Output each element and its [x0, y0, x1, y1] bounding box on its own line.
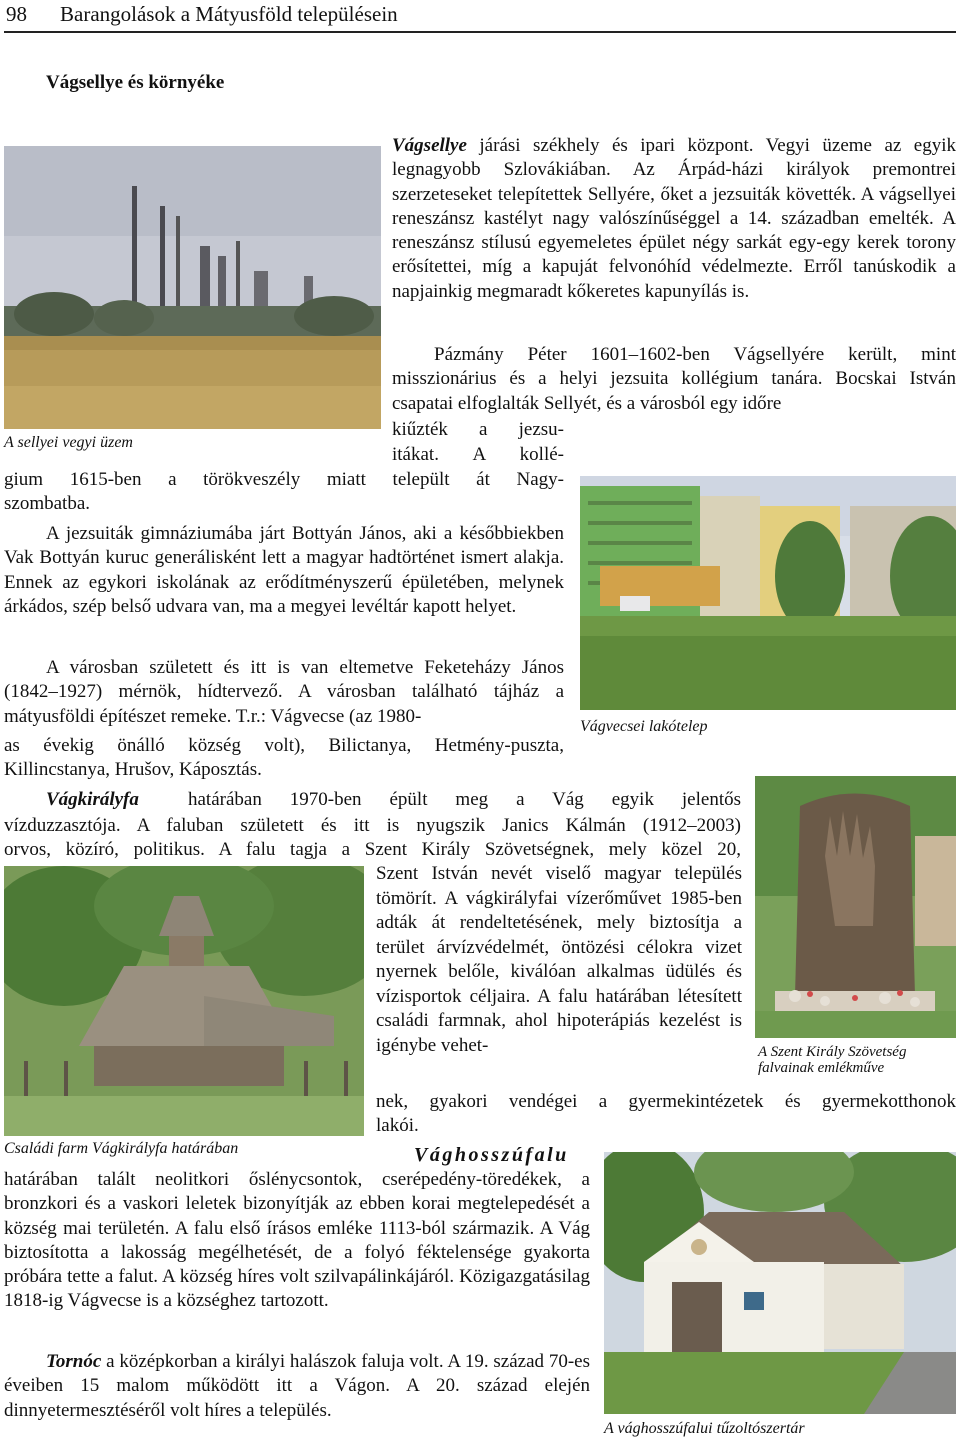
paragraph-pazmany-line-4: szombatba. — [4, 493, 91, 514]
caption-memorial: A Szent Király Szövetség falvainak emlékműve — [758, 1044, 907, 1076]
paragraph-pazmany-line-2: itákat. A kollé- — [392, 444, 564, 465]
paragraph-vagkiralyfa-narrow: Szent István nevét viselő magyar település tömörít. A vágkirályfai vízerőművet 1985-ben adták át rendeltetésének, mely biztosítja a terület árvízvédelmét, öntözési célokra vizet nyernek belőle, kiválóan alkalmas üdülés és vízisportok céljaira. A falu határában létesített családi farmnak, ahol hipoterápiás kezelést is igénybe vehet- — [376, 863, 742, 1056]
place-name-vagsellye: Vágsellye — [392, 135, 467, 156]
place-name-vaghosszufalu: Vághosszúfalu — [414, 1144, 569, 1166]
place-name-vagkiralyfa: Vágkirályfa — [46, 789, 139, 810]
paragraph-feketehazy-line-3: Killincstanya, Hrušov, Káposztás. — [4, 759, 262, 780]
photo-fire-station — [604, 1152, 956, 1414]
paragraph-bottyan: A jezsuiták gimnáziumába járt Bottyán János, aki a későbbiekben Vak Bottyán kuruc generálisként lett a magyar hadtörténet ismert alakja. Ennek az egykori iskolának az erődítményszerű épületében, melynek árkádos, szép belső udvara van, ma a megyei levéltár kapott helyet. — [4, 523, 564, 617]
page-number: 98 — [6, 2, 27, 26]
paragraph-feketehazy: A városban született és itt is van eltemetve Feketeházy János (1842–1927) mérnök, hídtervező. A városban található tájház a mátyusföldi építészet remeke. T.r.: Vágvecse (az 1980- — [4, 657, 564, 727]
paragraph-tornoc — [4, 1350, 590, 1423]
paragraph-pazmany-line-3: gium 1615-ben a törökveszély miatt települt át Nagy- — [4, 469, 564, 490]
paragraph-feketehazy-line-2: as évekig önálló község volt), Bilictanya, Hetmény-puszta, — [4, 735, 564, 756]
paragraph-vagkiralyfa-last: lakói. — [376, 1115, 419, 1136]
paragraph-vaghosszufalu: határában talált neolitkori őslénycsontok, cserépedény-töredékek, a bronzkori és a vaskori leletek bizonyítják az ebben korai megtelepedését a község mai területén. A falu első írásos emléke 1113-ból származik. A Vág biztosította a lakosság megélhetését, de a folyó féktelensége gyakorta próbára tette a falut. A község híres volt szilvapálinkájáról. Közigazgatásilag 1818-ig Vágvecse is a községhez tartozott. — [4, 1169, 590, 1312]
caption-family-farm: Családi farm Vágkirályfa határában — [4, 1140, 239, 1157]
photo-chemical-plant — [4, 146, 381, 429]
paragraph-vagsellye — [392, 134, 956, 304]
photo-memorial — [755, 776, 956, 1038]
paragraph-tornoc-text: a középkorban a királyi halászok faluja volt. A 19. század 70-es éveiben 15 malom működött itt a Vágon. A 20. század elején dinnyetermesztéséről volt híres a település. — [4, 1351, 590, 1421]
paragraph-vagsellye-text: járási székhely és ipari központ. Vegyi üzeme az egyik legnagyobb Szlovákiában. Az Árpád-házi királyok premontrei szerzeteseket telepítettek Sellyére, őket a jezsuiták követték. A vágsellyei reneszánsz kastélyt nagy valószínűséggel a 14. században emelték. A reneszánsz stílusú egyemeletes épület négy sarkát egy-egy kerek torony erősítettei, míg a kapuját felvonóhíd védelmezte. Erről tanúskodik a napjainkig megmaradt kőkeretes kapunyílás is. — [392, 135, 956, 302]
section-title: Vágsellye és környéke — [46, 72, 225, 93]
place-name-tornoc: Tornóc — [46, 1351, 102, 1372]
photo-family-farm — [4, 866, 364, 1136]
paragraph-vagkiralyfa-line-3: orvos, közíró, politikus. A falu tagja a Szent Király Szövetségnek, mely közel 20, — [4, 839, 741, 860]
paragraph-vagkiralyfa-line-2: vízduzzasztója. A faluban született és itt is nyugszik Janics Kálmán (1912–2003) — [4, 815, 741, 836]
header-rule — [4, 31, 956, 33]
running-title: Barangolások a Mátyusföld településein — [60, 2, 398, 26]
paragraph-vagkiralyfa-line-1: határában 1970-ben épült meg a Vág egyik jelentős — [188, 789, 741, 810]
caption-fire-station: A vághosszúfalui tűzoltószertár — [604, 1420, 805, 1437]
paragraph-vagkiralyfa-wide: nek, gyakori vendégei a gyermekintézetek és gyermekotthonok — [376, 1091, 956, 1112]
caption-housing-estate: Vágvecsei lakótelep — [580, 718, 708, 735]
paragraph-pazmany-line-1: kiűzték a jezsu- — [392, 419, 564, 440]
photo-housing-estate — [580, 476, 956, 710]
caption-chemical-plant: A sellyei vegyi üzem — [4, 434, 133, 451]
paragraph-pazmany: Pázmány Péter 1601–1602-ben Vágsellyére került, mint misszionárius és a helyi jezsuita kollégium tanára. Bocskai István csapatai elfoglalták Sellyét, és a városból egy időre — [392, 344, 956, 414]
